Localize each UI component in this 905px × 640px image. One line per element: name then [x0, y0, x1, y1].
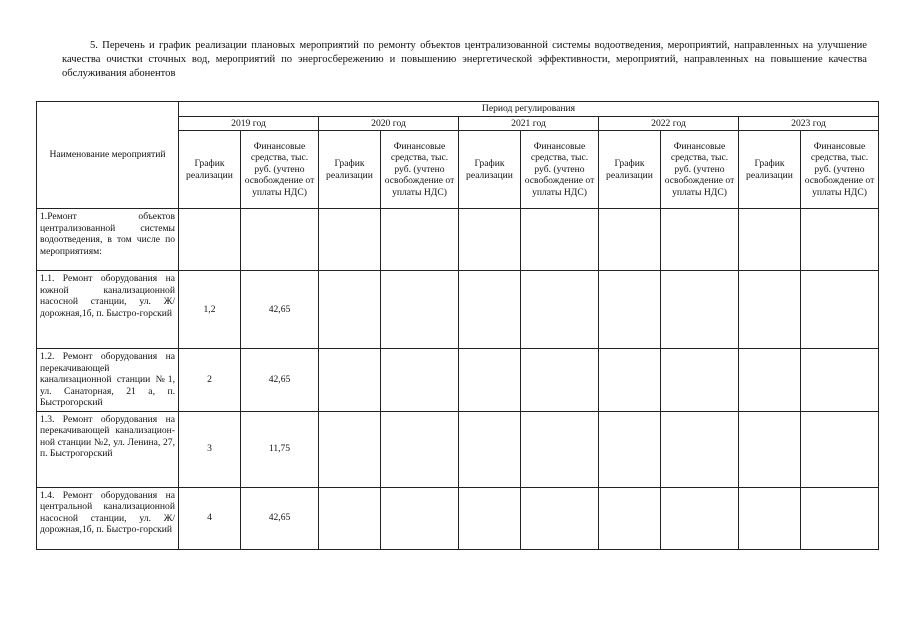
- plan-table: [36, 101, 879, 550]
- heading-text: 5. Перечень и график реализации плановых мероприятий по ремонту объектов централизованной системы водоотведения, мероприятий, направленных на улучшение качества очистки сточных вод, мероприятий по энергосбережению и повышению энергетической эффективности, мероприятий, направленных на повышение качества обслуживания абонентов: [62, 40, 867, 79]
- schedule-subheader: График реализации: [599, 131, 661, 209]
- table-row: [37, 209, 879, 271]
- schedule-subheader: График реализации: [739, 131, 801, 209]
- row-finance-2019: 42,65: [241, 271, 319, 349]
- schedule-subheader: График реализации: [319, 131, 381, 209]
- year-header-2023: 2023 год: [739, 117, 879, 131]
- row-name: 1.2. Ремонт оборудования на перекачивающей канализационной станции №1, ул. Санаторная, 21 а, п. Быстрогорский: [37, 349, 179, 412]
- year-header-2020: 2020 год: [319, 117, 459, 131]
- row-finance-2019: 42,65: [241, 487, 319, 549]
- table-row: [37, 349, 879, 412]
- finance-subheader: Финансовые средства, тыс. руб. (учтено освобождение от уплаты НДС): [381, 131, 459, 209]
- year-header-2021: 2021 год: [459, 117, 599, 131]
- row-schedule-2019: [179, 209, 241, 271]
- row-schedule-2019: 2: [179, 349, 241, 412]
- row-name: 1.3. Ремонт оборудования на перекачивающей канализацион-ной станции №2, ул. Ленина, 27, п. Быстрогорский: [37, 411, 179, 487]
- finance-subheader: Финансовые средства, тыс. руб. (учтено освобождение от уплаты НДС): [521, 131, 599, 209]
- period-header: Период регулирования: [179, 102, 879, 117]
- row-finance-2019: 11,75: [241, 411, 319, 487]
- schedule-subheader: График реализации: [179, 131, 241, 209]
- row-finance-2019: 42,65: [241, 349, 319, 412]
- year-header-2019: 2019 год: [179, 117, 319, 131]
- row-schedule-2019: 4: [179, 487, 241, 549]
- name-column-header: Наименование мероприятий: [37, 102, 179, 209]
- year-header-2022: 2022 год: [599, 117, 739, 131]
- document-heading: [62, 39, 867, 81]
- finance-subheader: Финансовые средства, тыс. руб. (учтено освобождение от уплаты НДС): [241, 131, 319, 209]
- row-finance-2019: [241, 209, 319, 271]
- table-row: [37, 411, 879, 487]
- finance-subheader: Финансовые средства, тыс. руб. (учтено освобождение от уплаты НДС): [801, 131, 879, 209]
- table-row: [37, 271, 879, 349]
- schedule-subheader: График реализации: [459, 131, 521, 209]
- row-schedule-2019: 3: [179, 411, 241, 487]
- row-schedule-2019: 1,2: [179, 271, 241, 349]
- table-row: [37, 487, 879, 549]
- row-name: 1.Ремонт объектов централизованной системы водоотведения, в том числе по мероприятиям:: [37, 209, 179, 271]
- finance-subheader: Финансовые средства, тыс. руб. (учтено освобождение от уплаты НДС): [661, 131, 739, 209]
- row-name: 1.1. Ремонт оборудования на южной канализационной насосной станции, ул. Ж/дорожная,1б, п. Быстро-горский: [37, 271, 179, 349]
- header-row-period: [37, 102, 879, 117]
- row-name: 1.4. Ремонт оборудования на центральной канализационной насосной станции, ул. Ж/дорожная,1б, п. Быстро-горский: [37, 487, 179, 549]
